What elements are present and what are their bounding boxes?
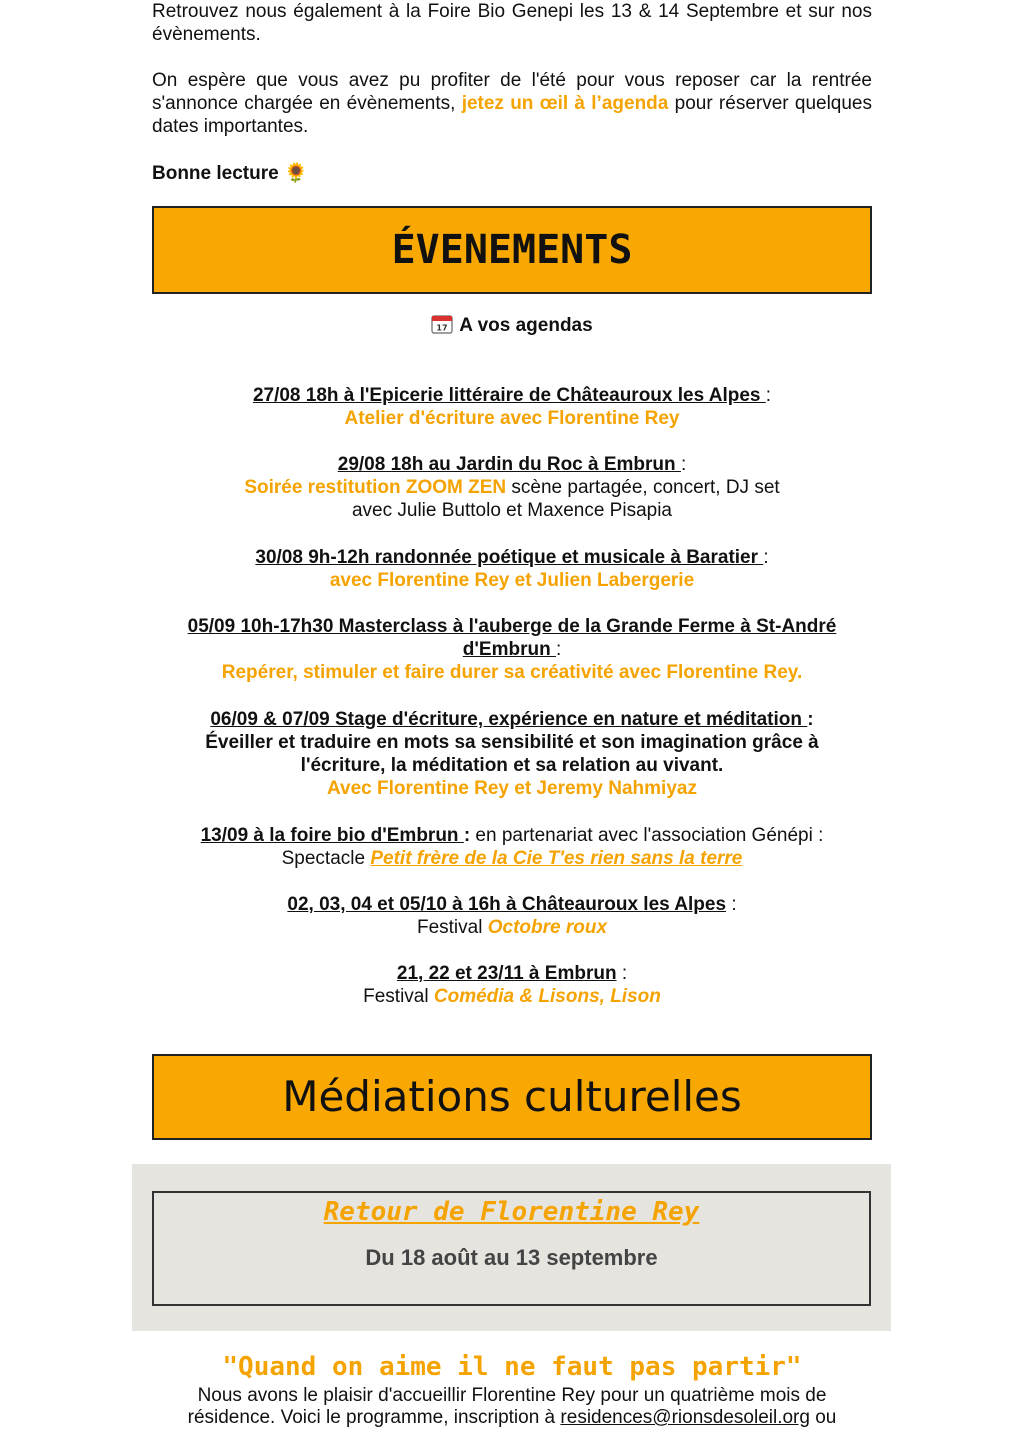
intro-section [152,0,872,46]
residency-dates: Du 18 août au 13 septembre [365,1245,658,1270]
event-4: 05/09 10h-17h30 Masterclass à l'auberge de la Grande Ferme à St-André d'Embrun : Repérer, stimuler et faire durer sa créativité avec Florentine Rey. [140,615,884,684]
closing-text: Bonne lecture [152,163,279,184]
event-2: 29/08 18h au Jardin du Roc à Embrun : Soirée restitution ZOOM ZEN scène partagée, concert, DJ set avec Julie Buttolo et Maxence Pisapia [140,453,884,522]
quote-text: "Quand on aime il ne faut pas partir" [222,1352,802,1382]
event-5-desc-1: Éveiller et traduire en mots sa sensibilité et son imagination grâce à [205,732,819,753]
event-4-detail[interactable]: Repérer, stimuler et faire durer sa créativité avec Florentine Rey. [221,662,803,683]
agenda-subtitle-text: A vos agendas [459,315,593,336]
event-3-when[interactable]: 30/08 9h-12h randonnée poétique et musicale à Baratier [255,547,764,568]
residency-text-line1: Nous avons le plaisir d'accueillir Florentine Rey pour un quatrième mois de [197,1385,827,1406]
sunflower-icon: 🌻 [283,163,308,184]
intro-text-end: pour réserver quelques dates importantes. [152,93,872,137]
events-header [152,206,872,294]
agenda-link[interactable]: jetez un œil à l’agenda [461,93,669,114]
event-8-when[interactable]: 21, 22 et 23/11 à Embrun [396,963,617,984]
calendar-icon [431,314,453,334]
event-4-when-line2[interactable]: d'Embrun [462,639,556,660]
event-2-artists: avec Julie Buttolo et Maxence Pisapia [351,500,672,521]
closing-line [152,162,872,185]
event-6-when[interactable]: 13/09 à la foire bio d'Embrun [200,825,464,846]
quote [140,1352,884,1382]
event-3-detail[interactable]: avec Florentine Rey et Julien Labergerie [329,570,695,591]
intro-text: On espère que vous avez pu profiter de l'été pour vous reposer car la rentrée s'annonce chargée en évènements, [152,70,872,114]
event-1-detail[interactable]: Atelier d'écriture avec Florentine Rey [344,408,680,429]
event-3: 30/08 9h-12h randonnée poétique et musicale à Baratier : avec Florentine Rey et Julien Labergerie [140,546,884,592]
event-5-when[interactable]: 06/09 & 07/09 Stage d'écriture, expérience en nature et méditation [210,709,808,730]
residency-title-link[interactable]: Retour de Florentine Rey [323,1197,700,1227]
event-5: 06/09 & 07/09 Stage d'écriture, expérience en nature et méditation : Éveiller et traduire en mots sa sensibilité et son imagination grâce à l'écriture, la méditation et sa relation au vivant. Avec Florentine Rey et Jeremy Nahmiyaz [140,708,884,800]
residency-text: Nous avons le plaisir d'accueillir Florentine Rey pour un quatrième mois de résidence. Voici le programme, inscription à residences@rionsdesoleil.org ou [140,1385,884,1429]
event-1-when[interactable]: 27/08 18h à l'Epicerie littéraire de Châteauroux les Alpes [252,385,766,406]
email-link[interactable]: residences@rionsdesoleil.org [560,1407,810,1428]
event-5-desc-2: l'écriture, la méditation et sa relation au vivant. [300,755,724,776]
event-6: 13/09 à la foire bio d'Embrun : en partenariat avec l'association Génépi : Spectacle Petit frère de la Cie T'es rien sans la terre [200,825,824,869]
mediations-header [152,1054,872,1140]
event-6-show-link[interactable]: Petit frère de la Cie T'es rien sans la terre [370,848,743,869]
event-2-detail-link[interactable]: Soirée restitution ZOOM ZEN [244,477,507,498]
event-7-festival-link[interactable]: Octobre roux [487,917,608,938]
event-4-when-line1[interactable]: 05/09 10h-17h30 Masterclass à l'auberge de la Grande Ferme à St-André [187,616,837,637]
mediations-title: Médiations culturelles [282,1072,742,1121]
event-2-when[interactable]: 29/08 18h au Jardin du Roc à Embrun [337,454,681,475]
events-title: ÉVENEMENTS [391,227,633,273]
event-7-when[interactable]: 02, 03, 04 et 05/10 à 16h à Châteauroux les Alpes [287,894,727,915]
event-5-detail[interactable]: Avec Florentine Rey et Jeremy Nahmiyaz [327,778,697,799]
event-7: 02, 03, 04 et 05/10 à 16h à Châteauroux les Alpes : Festival Octobre roux [287,894,737,938]
residency-card [152,1191,871,1306]
event-8-festival-link-2[interactable]: Lisons, Lison [538,986,661,1007]
event-8: 21, 22 et 23/11 à Embrun : Festival Comédia & Lisons, Lison [363,963,661,1007]
event-8-festival-link-1[interactable]: Comédia [433,986,515,1007]
residency-panel [132,1164,891,1331]
agenda-subtitle [140,314,884,337]
intro-paragraph-2 [152,69,872,138]
svg-text:17: 17 [436,323,448,333]
intro-paragraph-1: Retrouvez nous également à la Foire Bio Genepi les 13 & 14 Septembre et sur nos évènements. [152,1,872,45]
event-1: 27/08 18h à l'Epicerie littéraire de Châteauroux les Alpes : Atelier d'écriture avec Florentine Rey [140,384,884,430]
